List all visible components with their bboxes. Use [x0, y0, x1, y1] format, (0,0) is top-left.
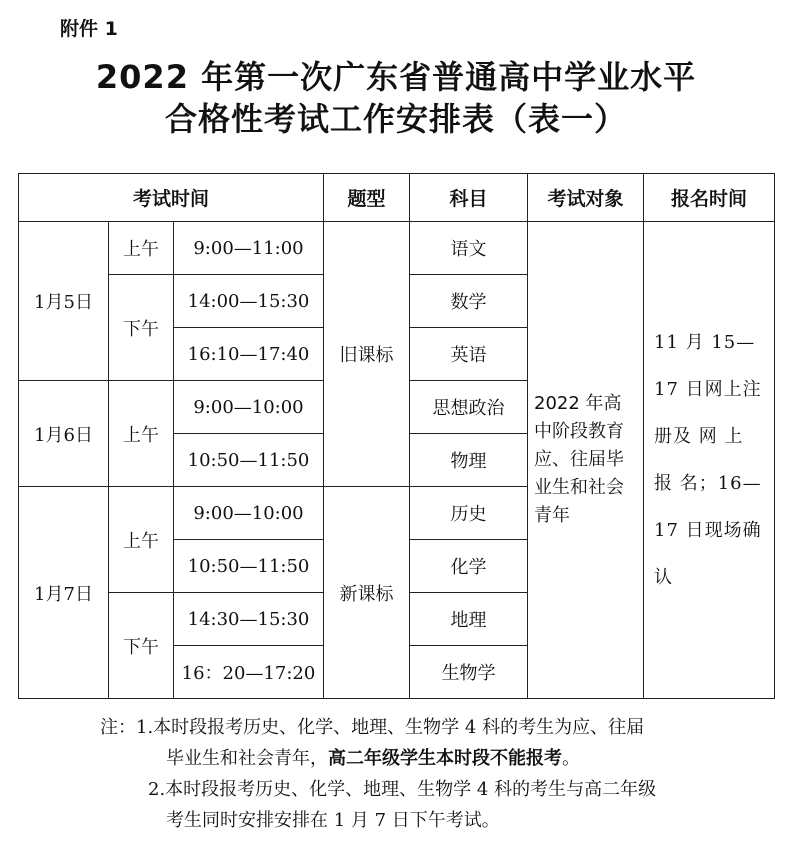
date-cell: 1月6日: [19, 381, 109, 487]
time-cell: 10:50—11:50: [174, 540, 324, 593]
period-cell: 上午: [109, 222, 174, 275]
subject-cell: 思想政治: [410, 381, 528, 434]
subject-cell: 历史: [410, 487, 528, 540]
period-cell: 上午: [109, 487, 174, 593]
registration-cell: 11 月 15—17 日网上注册及 网 上 报 名；16—17 日现场确认: [644, 222, 775, 699]
period-cell: 上午: [109, 381, 174, 487]
subject-cell: 物理: [410, 434, 528, 487]
note-2-line-1: 2.本时段报考历史、化学、地理、生物学 4 科的考生与高二年级: [148, 779, 657, 800]
header-row: [19, 174, 775, 222]
target-cell: 2022 年高中阶段教育应、往届毕业生和社会青年: [528, 222, 644, 699]
header-exam-time: 考试时间: [19, 174, 324, 222]
subject-cell: 语文: [410, 222, 528, 275]
time-cell: 16:10—17:40: [174, 328, 324, 381]
subject-cell: 化学: [410, 540, 528, 593]
subject-cell: 生物学: [410, 646, 528, 699]
date-cell: 1月7日: [19, 487, 109, 699]
note-1-line-2: [166, 743, 580, 774]
subject-cell: 数学: [410, 275, 528, 328]
header-target: 考试对象: [528, 174, 644, 222]
subject-cell: 英语: [410, 328, 528, 381]
time-cell: 14:00—15:30: [174, 275, 324, 328]
time-cell: 9:00—11:00: [174, 222, 324, 275]
time-cell: 10:50—11:50: [174, 434, 324, 487]
header-subject: 科目: [410, 174, 528, 222]
attachment-label: 附件 1: [60, 18, 118, 40]
page-title-line1: 2022 年第一次广东省普通高中学业水平: [95, 58, 697, 96]
type-cell-old: 旧课标: [324, 222, 410, 487]
time-cell: 16：20—17:20: [174, 646, 324, 699]
table-row: [19, 222, 775, 275]
schedule-table: [18, 173, 775, 699]
period-cell: 下午: [109, 593, 174, 699]
period-cell: 下午: [109, 275, 174, 381]
time-cell: 14:30—15:30: [174, 593, 324, 646]
date-cell: 1月5日: [19, 222, 109, 381]
note-1-plain: 毕业生和社会青年，: [166, 748, 328, 769]
note-1-end: 。: [562, 748, 580, 769]
subject-cell: 地理: [410, 593, 528, 646]
type-cell-new: 新课标: [324, 487, 410, 699]
time-cell: 9:00—10:00: [174, 381, 324, 434]
note-2-line-2: 考生同时安排安排在 1 月 7 日下午考试。: [166, 810, 500, 831]
note-1-line-1: 注：1.本时段报考历史、化学、地理、生物学 4 科的考生为应、往届: [100, 717, 645, 738]
page-title-line2: 合格性考试工作安排表（表一）: [164, 100, 627, 138]
note-1-emphasis: 高二年级学生本时段不能报考: [328, 748, 562, 769]
header-type: 题型: [324, 174, 410, 222]
header-registration: 报名时间: [644, 174, 775, 222]
time-cell: 9:00—10:00: [174, 487, 324, 540]
